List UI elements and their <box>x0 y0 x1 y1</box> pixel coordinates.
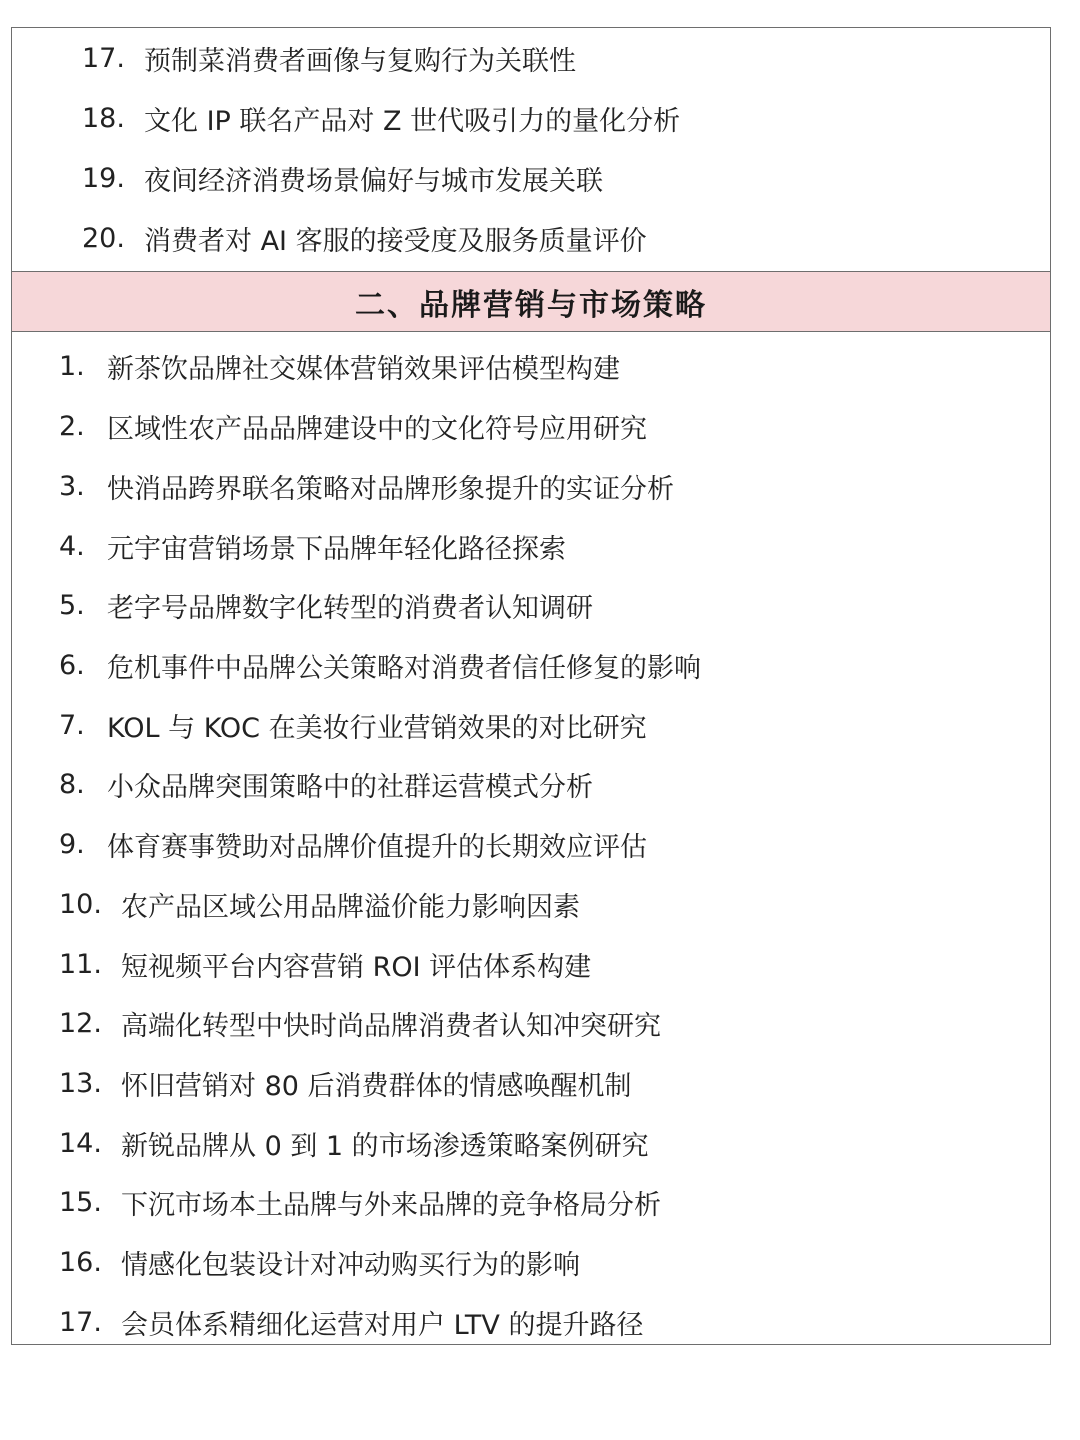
item-text: 预制菜消费者画像与复购行为关联性 <box>144 45 576 77</box>
list-item <box>59 645 701 685</box>
item-number: 2. <box>59 410 85 442</box>
item-number: 19. <box>82 162 125 194</box>
item-number: 20. <box>82 222 125 254</box>
item-number: 18. <box>82 102 125 134</box>
item-number: 17. <box>59 1306 102 1338</box>
item-number: 3. <box>59 470 85 502</box>
previous-section-list <box>12 28 1050 271</box>
item-text: 新锐品牌从 0 到 1 的市场渗透策略案例研究 <box>121 1130 649 1162</box>
list-item <box>59 1302 643 1342</box>
item-number: 11. <box>59 948 102 980</box>
item-number: 5. <box>59 589 85 621</box>
list-item <box>59 406 647 446</box>
item-text: 情感化包装设计对冲动购买行为的影响 <box>121 1249 580 1281</box>
item-text: 老字号品牌数字化转型的消费者认知调研 <box>107 592 593 624</box>
item-number: 14. <box>59 1127 102 1159</box>
item-text: 怀旧营销对 80 后消费群体的情感唤醒机制 <box>121 1070 632 1102</box>
list-item <box>59 346 620 386</box>
list-item <box>82 218 647 258</box>
item-text: 体育赛事赞助对品牌价值提升的长期效应评估 <box>107 831 647 863</box>
item-number: 6. <box>59 649 85 681</box>
item-number: 1. <box>59 350 85 382</box>
item-text: 会员体系精细化运营对用户 LTV 的提升路径 <box>121 1309 644 1341</box>
item-text: 高端化转型中快时尚品牌消费者认知冲突研究 <box>121 1010 661 1042</box>
item-number: 7. <box>59 709 85 741</box>
list-item <box>59 1003 661 1043</box>
item-text: 元宇宙营销场景下品牌年轻化路径探索 <box>107 533 566 565</box>
item-text: 新茶饮品牌社交媒体营销效果评估模型构建 <box>107 353 620 385</box>
item-text: 消费者对 AI 客服的接受度及服务质量评价 <box>144 225 647 257</box>
item-number: 13. <box>59 1067 102 1099</box>
section-title: 二、品牌营销与市场策略 <box>355 287 707 323</box>
item-number: 8. <box>59 768 85 800</box>
list-item <box>59 585 593 625</box>
item-text: 文化 IP 联名产品对 Z 世代吸引力的量化分析 <box>144 105 681 137</box>
item-text: 下沉市场本土品牌与外来品牌的竞争格局分析 <box>121 1189 661 1221</box>
item-text: 夜间经济消费场景偏好与城市发展关联 <box>144 165 603 197</box>
item-number: 4. <box>59 530 85 562</box>
item-text: 区域性农产品品牌建设中的文化符号应用研究 <box>107 413 647 445</box>
list-item <box>59 1242 580 1282</box>
item-number: 9. <box>59 828 85 860</box>
item-text: KOL 与 KOC 在美妆行业营销效果的对比研究 <box>107 712 647 744</box>
document-table <box>11 27 1051 1345</box>
list-item <box>59 466 674 506</box>
list-item <box>59 1123 649 1163</box>
item-text: 快消品跨界联名策略对品牌形象提升的实证分析 <box>107 473 674 505</box>
list-item <box>59 1182 661 1222</box>
item-number: 17. <box>82 42 125 74</box>
item-text: 小众品牌突围策略中的社群运营模式分析 <box>107 771 593 803</box>
item-number: 10. <box>59 888 102 920</box>
item-text: 短视频平台内容营销 ROI 评估体系构建 <box>121 951 592 983</box>
section-header <box>12 271 1050 332</box>
list-item <box>59 1063 632 1103</box>
list-item <box>59 526 566 566</box>
list-item <box>82 158 603 198</box>
item-number: 12. <box>59 1007 102 1039</box>
list-item <box>59 944 591 984</box>
list-item <box>59 764 593 804</box>
list-item <box>59 884 580 924</box>
item-text: 危机事件中品牌公关策略对消费者信任修复的影响 <box>107 652 701 684</box>
list-item <box>82 98 680 138</box>
list-item <box>82 38 576 78</box>
list-item <box>59 705 647 745</box>
item-text: 农产品区域公用品牌溢价能力影响因素 <box>121 891 580 923</box>
item-number: 16. <box>59 1246 102 1278</box>
list-item <box>59 824 647 864</box>
item-number: 15. <box>59 1186 102 1218</box>
